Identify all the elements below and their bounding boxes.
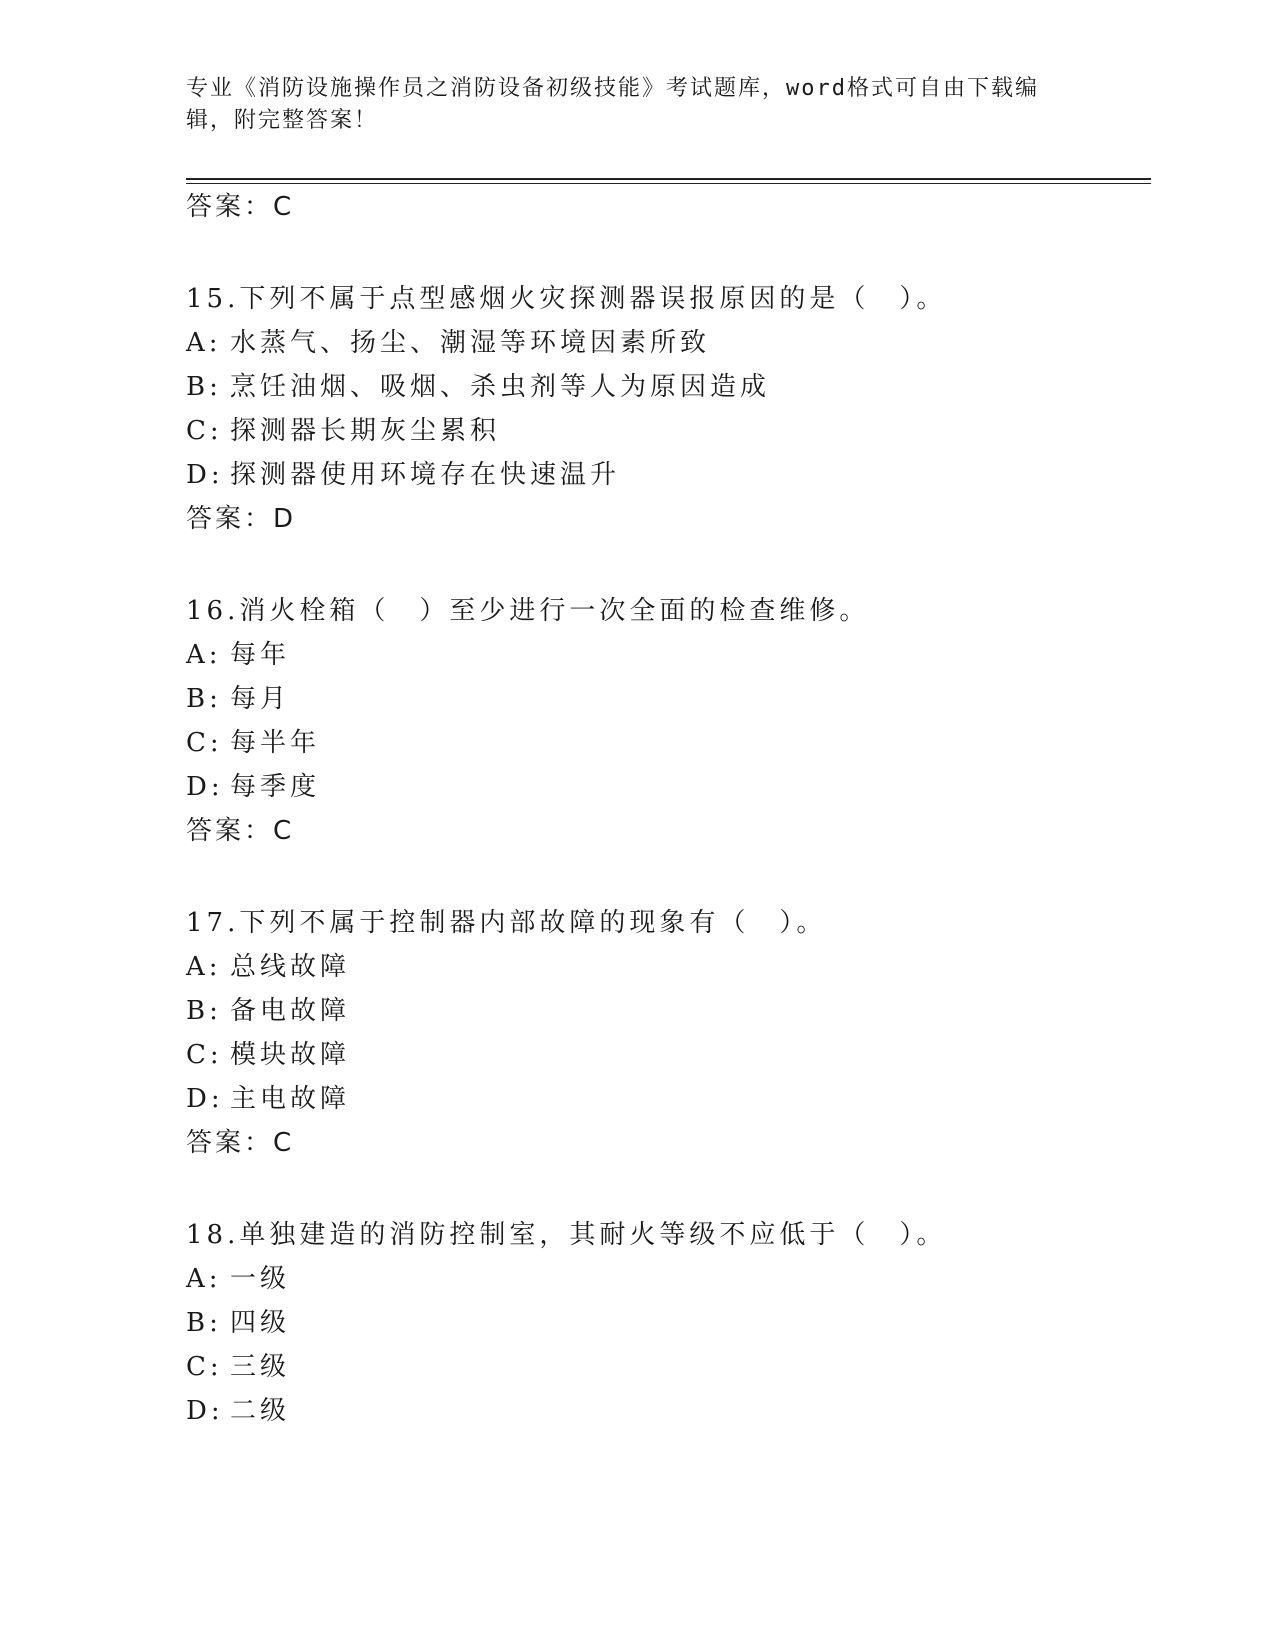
option-b [186,370,770,404]
document-header [186,73,1066,137]
option-text: 每年 [230,640,291,670]
option-text: 烹饪油烟、吸烟、杀虫剂等人为原因造成 [230,372,771,402]
option-key: D: [186,460,224,490]
option-key: A: [186,328,222,358]
question-stem: 18.单独建造的消防控制室，其耐火等级不应低于（ ）。 [186,1220,947,1250]
option-c [186,414,500,448]
answer-label: 答案：C [186,192,295,222]
header-divider-thick [186,178,1151,180]
option-b [186,682,290,716]
question-stem: 17.下列不属于控制器内部故障的现象有（ ）。 [186,908,827,938]
answer-label: 答案：C [186,1128,295,1158]
option-text: 备电故障 [230,996,351,1026]
option-b [186,994,350,1028]
option-key: C: [186,1040,223,1070]
option-text: 二级 [230,1396,291,1426]
question-stem: 16.消火栓箱（ ）至少进行一次全面的检查维修。 [186,596,870,626]
option-key: A: [186,640,222,670]
option-text: 四级 [230,1308,291,1338]
option-a [186,326,710,360]
option-key: B: [186,684,222,714]
answer-label: 答案：C [186,816,295,846]
option-c [186,726,320,760]
header-line-2: 辑，附完整答案！ [186,108,379,133]
option-text: 探测器长期灰尘累积 [230,416,501,446]
option-text: 每季度 [230,772,321,802]
option-d [186,770,320,804]
option-text: 三级 [230,1352,291,1382]
option-key: B: [186,996,222,1026]
option-key: D: [186,1084,224,1114]
option-text: 每半年 [230,728,321,758]
option-key: A: [186,952,222,982]
option-d [186,1082,350,1116]
option-key: C: [186,728,223,758]
option-text: 水蒸气、扬尘、潮湿等环境因素所致 [230,328,711,358]
option-c [186,1350,290,1384]
option-a [186,638,290,672]
option-key: C: [186,1352,223,1382]
option-text: 一级 [230,1264,291,1294]
header-divider-thin [186,183,1151,184]
option-b [186,1306,290,1340]
option-key: D: [186,772,224,802]
header-line-1: 专业《消防设施操作员之消防设备初级技能》考试题库，word格式可自由下载编 [186,76,1039,101]
question-stem: 15.下列不属于点型感烟火灾探测器误报原因的是（ ）。 [186,284,947,314]
option-a [186,950,350,984]
answer-label: 答案：D [186,504,297,534]
option-a [186,1262,290,1296]
option-text: 每月 [230,684,291,714]
option-key: D: [186,1396,224,1426]
option-key: B: [186,1308,222,1338]
option-text: 总线故障 [230,952,351,982]
option-d [186,458,620,492]
option-key: B: [186,372,222,402]
option-c [186,1038,350,1072]
option-text: 探测器使用环境存在快速温升 [230,460,621,490]
option-key: A: [186,1264,222,1294]
option-text: 模块故障 [230,1040,351,1070]
option-d [186,1394,290,1428]
option-key: C: [186,416,223,446]
option-text: 主电故障 [230,1084,351,1114]
